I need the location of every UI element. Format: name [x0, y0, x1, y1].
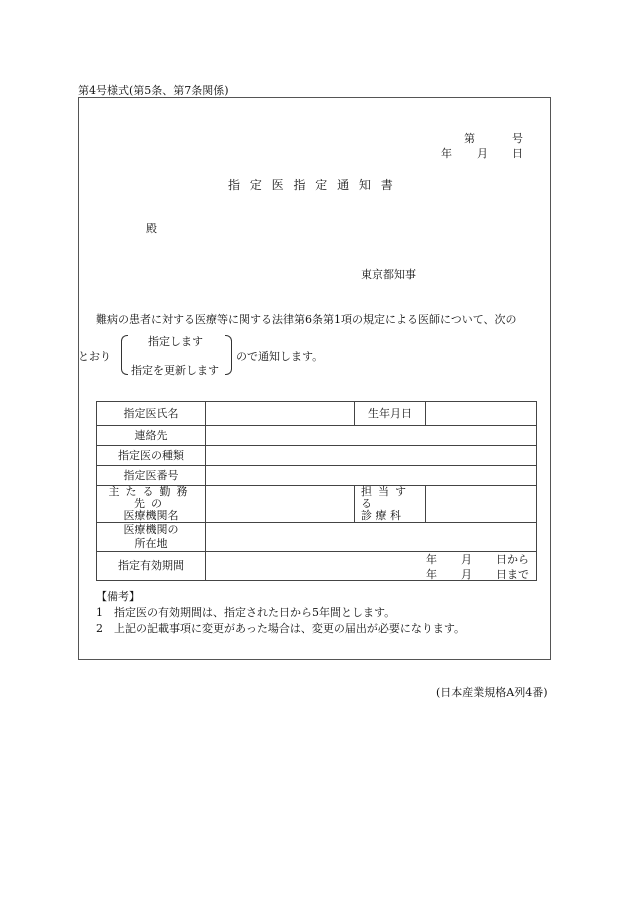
- date-day-label: 日: [512, 147, 523, 160]
- validity-from-day: 日から: [496, 553, 529, 566]
- form-number: 第4号様式(第5条、第7条関係): [78, 84, 229, 97]
- validity-to-month: 月: [461, 568, 472, 581]
- validity-from-month: 月: [461, 553, 472, 566]
- label-department-line2: 診 療 科: [361, 509, 401, 522]
- label-contact: 連絡先: [97, 426, 206, 446]
- label-department-line1: 担当する: [361, 485, 412, 510]
- field-institution-address[interactable]: [206, 523, 537, 552]
- field-validity[interactable]: [206, 552, 537, 581]
- field-department[interactable]: [426, 486, 537, 523]
- right-brace: [225, 335, 232, 375]
- note-item-2: 2 上記の記載事項に変更があった場合は、変更の届出が必要になります。: [96, 622, 466, 635]
- label-workplace: [97, 486, 206, 523]
- addressee-suffix: 殿: [146, 222, 157, 235]
- body-suffix: ので通知します。: [236, 350, 324, 363]
- field-contact[interactable]: [206, 426, 537, 446]
- date-year-label: 年: [441, 147, 452, 160]
- validity-to-year: 年: [426, 568, 437, 581]
- validity-from-year: 年: [426, 553, 437, 566]
- label-doctor-type: 指定医の種類: [97, 446, 206, 466]
- label-address-line2: 所在地: [134, 537, 168, 550]
- paper-size-note: (日本産業規格A列4番): [436, 686, 548, 699]
- body-line-1: 難病の患者に対する医療等に関する法律第6条第1項の規定による医師について、次の: [96, 313, 517, 326]
- field-birth-date[interactable]: [426, 402, 537, 426]
- label-address-line1: 医療機関の: [123, 523, 179, 536]
- field-doctor-type[interactable]: [206, 446, 537, 466]
- label-institution-address: [97, 523, 206, 552]
- label-doctor-name: 指定医氏名: [97, 402, 206, 426]
- option-renew: 指定を更新します: [131, 364, 219, 377]
- validity-to-day: 日まで: [496, 568, 529, 581]
- note-item-1: 1 指定医の有効期間は、指定された日から5年間とします。: [96, 606, 396, 619]
- body-prefix: とおり: [78, 350, 111, 363]
- label-workplace-line2: 医療機関名: [123, 509, 179, 522]
- doctor-info-table: [96, 401, 537, 581]
- field-doctor-name[interactable]: [206, 402, 355, 426]
- label-department: [355, 486, 426, 523]
- field-workplace[interactable]: [206, 486, 355, 523]
- issuer-name: 東京都知事: [361, 268, 416, 281]
- notes-heading: 【備考】: [96, 590, 140, 603]
- date-month-label: 月: [477, 147, 488, 160]
- label-validity: 指定有効期間: [97, 552, 206, 581]
- number-dai: 第: [464, 132, 475, 145]
- number-go: 号: [512, 132, 523, 145]
- label-doctor-number: 指定医番号: [97, 466, 206, 486]
- document-title: 指 定 医 指 定 通 知 書: [228, 178, 396, 192]
- left-brace: [121, 335, 128, 375]
- label-workplace-line1: 主たる勤務先の: [108, 485, 194, 510]
- option-designate: 指定します: [148, 335, 203, 348]
- field-doctor-number[interactable]: [206, 466, 537, 486]
- label-birth-date: 生年月日: [355, 402, 426, 426]
